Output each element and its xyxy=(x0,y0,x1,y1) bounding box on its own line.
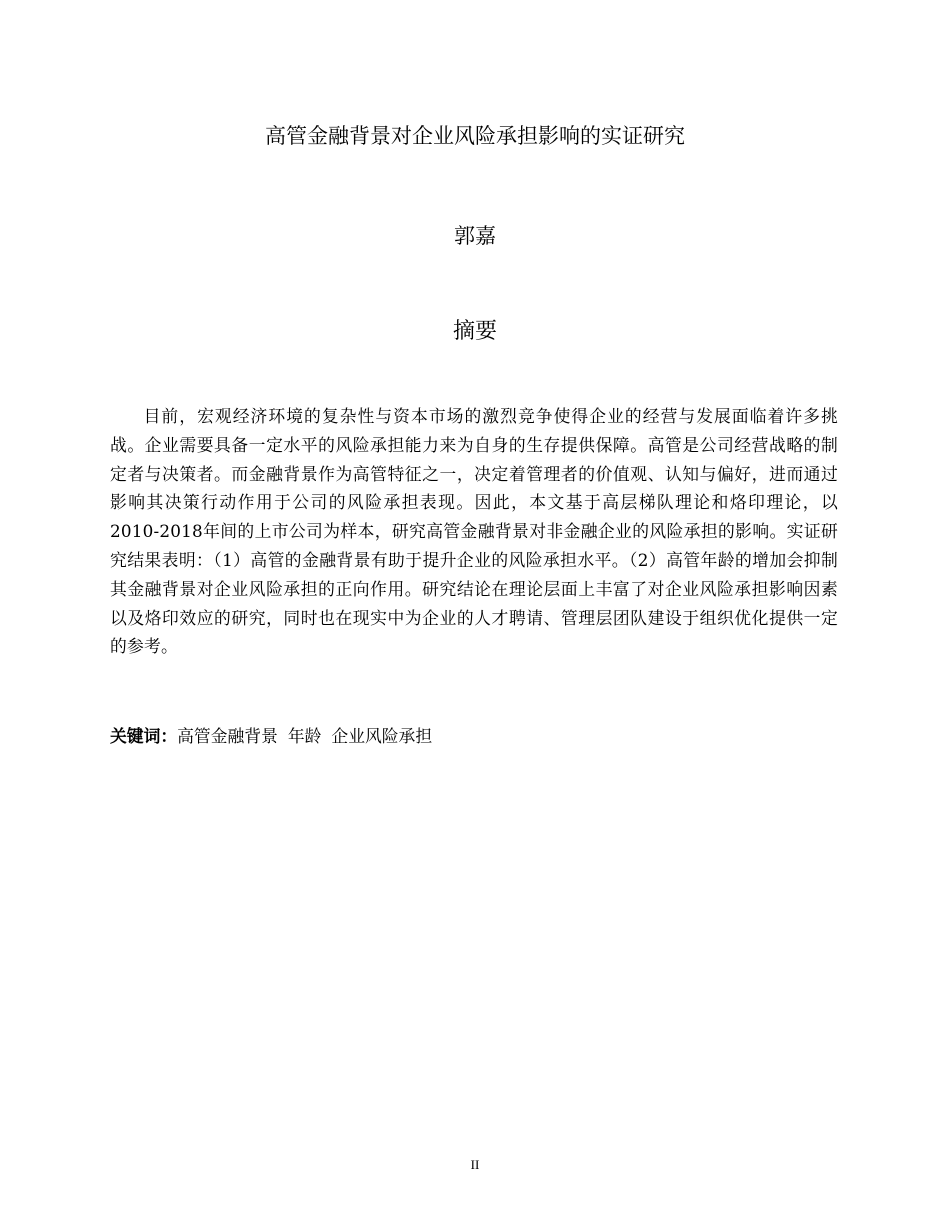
keyword: 年龄 xyxy=(287,726,322,746)
keywords-label: 关键词： xyxy=(110,726,178,746)
keyword: 企业风险承担 xyxy=(331,726,433,746)
keyword: 高管金融背景 xyxy=(177,726,278,746)
page-number: II xyxy=(470,1157,480,1172)
keywords-line xyxy=(110,722,838,750)
paper-title: 高管金融背景对企业风险承担影响的实证研究 xyxy=(265,124,685,148)
abstract-body: 目前，宏观经济环境的复杂性与资本市场的激烈竞争使得企业的经营与发展面临着许多挑战。企业需要具备一定水平的风险承担能力来为自身的生存提供保障。高管是公司经营战略的制定者与决策者。而金融背景作为高管特征之一，决定着管理者的价值观、认知与偏好，进而通过影响其决策行动作用于公司的风险承担表现。因此，本文基于高层梯队理论和烙印理论，以2010-2018年间的上市公司为样本，研究高管金融背景对非金融企业的风险承担的影响。实证研究结果表明：（1）高管的金融背景有助于提升企业的风险承担水平。（2）高管年龄的增加会抑制其金融背景对企业风险承担的正向作用。研究结论在理论层面上丰富了对企业风险承担影响因素以及烙印效应的研究，同时也在现实中为企业的人才聘请、管理层团队建设于组织优化提供一定的参考。 xyxy=(110,406,838,657)
abstract-heading: 摘要 xyxy=(452,319,497,344)
author-name: 郭嘉 xyxy=(454,224,496,248)
